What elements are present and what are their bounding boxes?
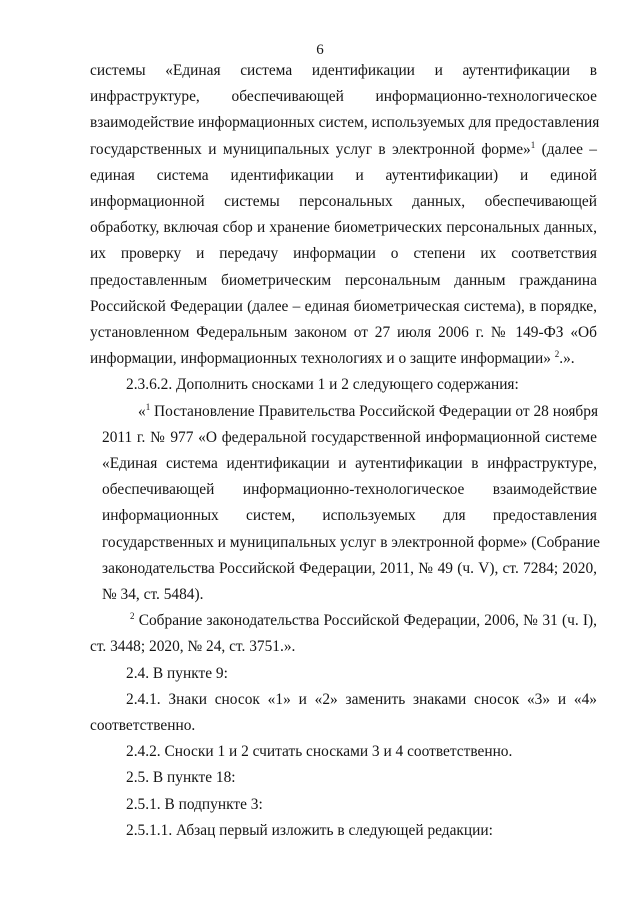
text-line: [90, 137, 597, 163]
text-line: информационных систем, используемых для предоставления: [102, 507, 597, 525]
paragraph-2-4-2: 2.4.2. Сноски 1 и 2 считать сносками 3 и 4 соответственно.: [126, 743, 513, 761]
text-line: их проверку и передачу информации о степени их соответствия: [90, 245, 597, 263]
paragraph-2-4-1: [90, 687, 597, 739]
text-line: [90, 608, 597, 634]
document-body: [90, 58, 600, 844]
text-line: [102, 399, 597, 425]
text-line: инфраструктуре, обеспечивающей информационно-технологическое: [90, 88, 597, 106]
text-line: соответственно.: [90, 717, 196, 735]
text-line: «Единая система идентификации и аутентификации в инфраструктуре,: [102, 455, 597, 473]
text-segment: Собрание законодательства Российской Федерации, 2006, № 31 (ч. I),: [134, 612, 597, 630]
text-line: системы «Единая система идентификации и аутентификации в: [90, 62, 597, 79]
text-line: № 34, ст. 5484).: [102, 586, 204, 604]
footnote-2-text: [90, 608, 597, 660]
text-line: законодательства Российской Федерации, 2011, № 49 (ч. V), ст. 7284; 2020,: [102, 559, 597, 577]
quote-open: «: [138, 402, 146, 420]
text-line: [90, 346, 597, 372]
text-line: обеспечивающей информационно-технологическое взаимодействие: [102, 481, 597, 499]
text-segment: .».: [559, 350, 575, 368]
footnote-1-text: [90, 399, 600, 609]
paragraph-2-3-6-2: 2.3.6.2. Дополнить сносками 1 и 2 следующего содержания:: [126, 376, 519, 394]
footnote-marker: 2: [130, 611, 135, 622]
text-line: установленном Федеральным законом от 27 июля 2006 г. № 149-ФЗ «Об: [90, 324, 597, 342]
text-line: информационной системы персональных данных, обеспечивающей: [90, 193, 597, 211]
text-line: 2.4.1. Знаки сносок «1» и «2» заменить знаками сносок «3» и «4»: [126, 690, 597, 708]
footnote-marker: 2: [554, 349, 560, 360]
text-line: ст. 3448; 2020, № 24, ст. 3751.».: [90, 638, 296, 656]
footnote-marker: 1: [145, 401, 151, 412]
text-line: взаимодействие информационных систем, используемых для предоставления: [90, 114, 600, 132]
paragraph-2-4: 2.4. В пункте 9:: [126, 664, 228, 682]
text-line: 2011 г. № 977 «О федеральной государственной информационной системе: [102, 428, 597, 446]
text-line: единая система идентификации и аутентификации) и единой: [90, 166, 597, 184]
paragraph-2-5-1-1: 2.5.1.1. Абзац первый изложить в следующей редакции:: [126, 821, 493, 839]
text-line: предоставленным биометрическим персональным данным гражданина: [90, 271, 597, 289]
text-line: государственных и муниципальных услуг в электронной форме» (Собрание: [102, 533, 600, 551]
footnote-marker: 1: [530, 139, 536, 150]
paragraph-2-5: 2.5. В пункте 18:: [126, 769, 236, 787]
page-number: 6: [316, 42, 324, 58]
text-segment: информации, информационных технологиях и о защите информации»: [90, 350, 551, 368]
paragraph-amended-text: [90, 58, 600, 372]
text-line: Российской Федерации (далее – единая биометрическая система), в порядке,: [90, 297, 597, 315]
paragraph-2-5-1: 2.5.1. В подпункте 3:: [126, 795, 263, 813]
text-segment: (далее –: [535, 140, 598, 158]
text-line: обработку, включая сбор и хранение биометрических персональных данных,: [90, 219, 597, 237]
text-segment: Постановление Правительства Российской Федерации от 28 ноября: [150, 402, 599, 420]
text-segment: государственных и муниципальных услуг в электронной форме»: [90, 140, 531, 158]
